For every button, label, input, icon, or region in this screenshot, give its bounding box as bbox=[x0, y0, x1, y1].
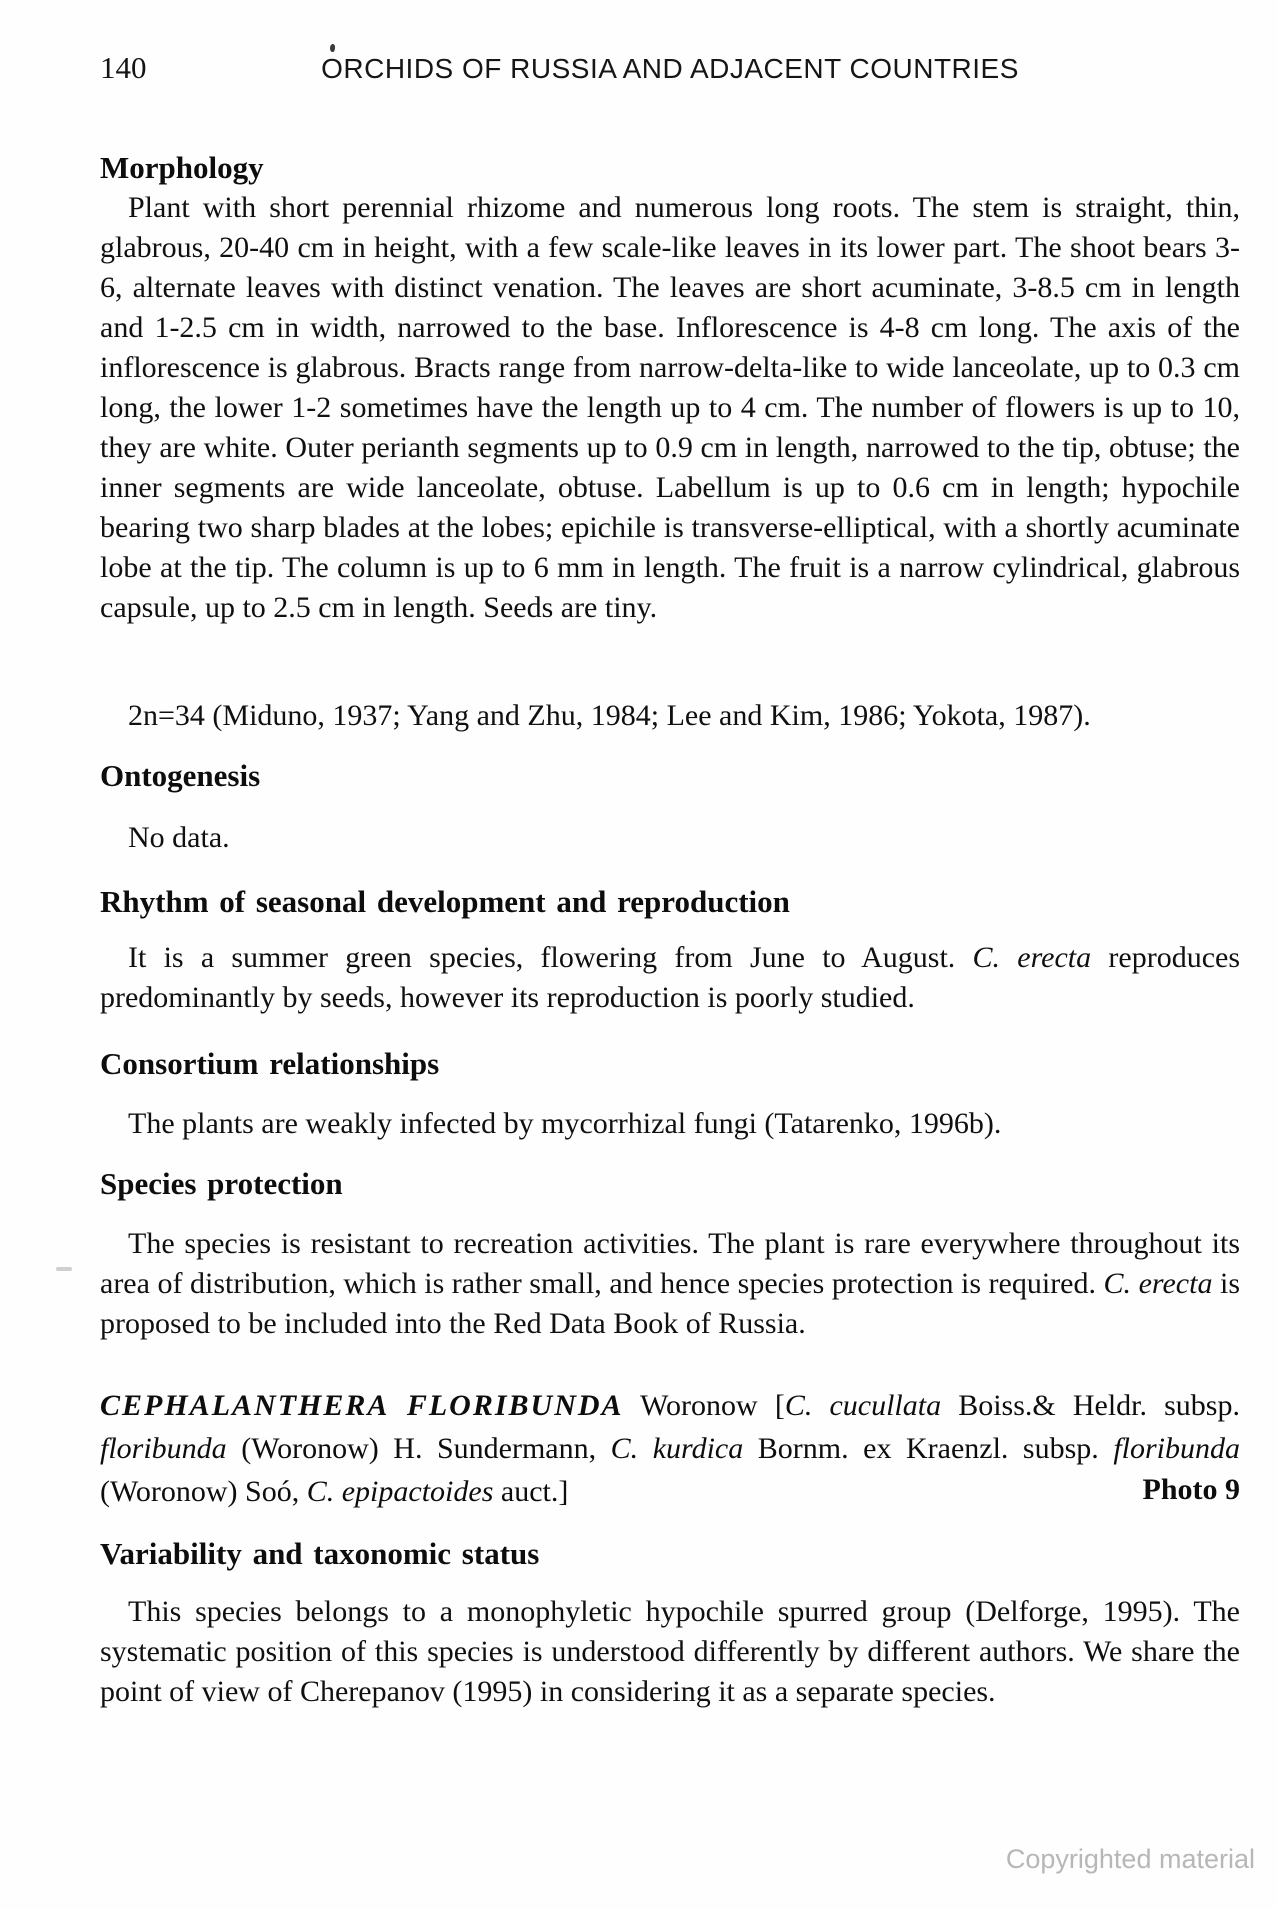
section-heading-ontogenesis: Ontogenesis bbox=[100, 758, 261, 793]
section-heading-consortium: Consortium relationships bbox=[100, 1046, 440, 1081]
species-protection-paragraph: The species is resistant to recreation activities. The plant is rare everywhere throughout its area of distribution, which is rather small, and hence species protection is required. C. erecta is proposed to be included into the Red Data Book of Russia. bbox=[100, 1227, 1241, 1340]
chromosome-note: 2n=34 (Miduno, 1937; Yang and Zhu, 1984; Lee and Kim, 1986; Yokota, 1987). bbox=[128, 699, 1091, 732]
ontogenesis-paragraph: No data. bbox=[128, 821, 230, 854]
photo-reference: Photo 9 bbox=[1129, 1468, 1241, 1511]
page-number: 140 bbox=[100, 50, 147, 85]
section-heading-variability: Variability and taxonomic status bbox=[100, 1536, 540, 1571]
species-entry-title-text: CEPHALANTHERA FLORIBUNDA Woronow [C. cucullata Boiss.& Heldr. subsp. floribunda (Woronow) H. Sundermann, C. kurdica Bornm. ex Kraenzl. subsp. floribunda (Woronow) Soó, C. epipactoides auct.] bbox=[100, 1389, 1240, 1508]
section-heading-rhythm: Rhythm of seasonal development and reproduction bbox=[100, 884, 790, 919]
rhythm-paragraph: It is a summer green species, flowering from June to August. C. erecta reproduces predominantly by seeds, however its reproduction is poorly studied. bbox=[100, 941, 1241, 1014]
running-title: ORCHIDS OF RUSSIA AND ADJACENT COUNTRIES bbox=[321, 53, 1019, 84]
variability-paragraph: This species belongs to a monophyletic hypochile spurred group (Delforge, 1995). The systematic position of this species is understood differently by different authors. We share the point of view of Cherepanov (1995) in considering it as a separate species. bbox=[100, 1595, 1240, 1708]
section-heading-morphology: Morphology bbox=[100, 150, 264, 185]
scan-artifact bbox=[56, 1267, 72, 1271]
species-entry-title bbox=[100, 1384, 1240, 1513]
copyright-watermark: Copyrighted material bbox=[1005, 1844, 1255, 1874]
page-header bbox=[100, 52, 1240, 86]
consortium-paragraph: The plants are weakly infected by mycorrhizal fungi (Tatarenko, 1996b). bbox=[128, 1107, 1002, 1140]
section-heading-species-protection: Species protection bbox=[100, 1166, 343, 1201]
morphology-paragraph: Plant with short perennial rhizome and numerous long roots. The stem is straight, thin, glabrous, 20-40 cm in height, with a few scale-like leaves in its lower part. The shoot bears 3-6, alternate leaves with distinct venation. The leaves are short acuminate, 3-8.5 cm in length and 1-2.5 cm in width, narrowed to the base. Inflorescence is 4-8 cm long. The axis of the inflorescence is glabrous. Bracts range from narrow-delta-like to wide lanceolate, up to 0.3 cm long, the lower 1-2 sometimes have the length up to 4 cm. The number of flowers is up to 10, they are white. Outer perianth segments up to 0.9 cm in length, narrowed to the tip, obtuse; the inner segments are wide lanceolate, obtuse. Labellum is up to 0.6 cm in length; hypochile bearing two sharp blades at the lobes; epichile is transverse-elliptical, with a shortly acuminate lobe at the tip. The column is up to 6 mm in length. The fruit is a narrow cylindrical, glabrous capsule, up to 2.5 cm in length. Seeds are tiny. bbox=[100, 191, 1240, 624]
